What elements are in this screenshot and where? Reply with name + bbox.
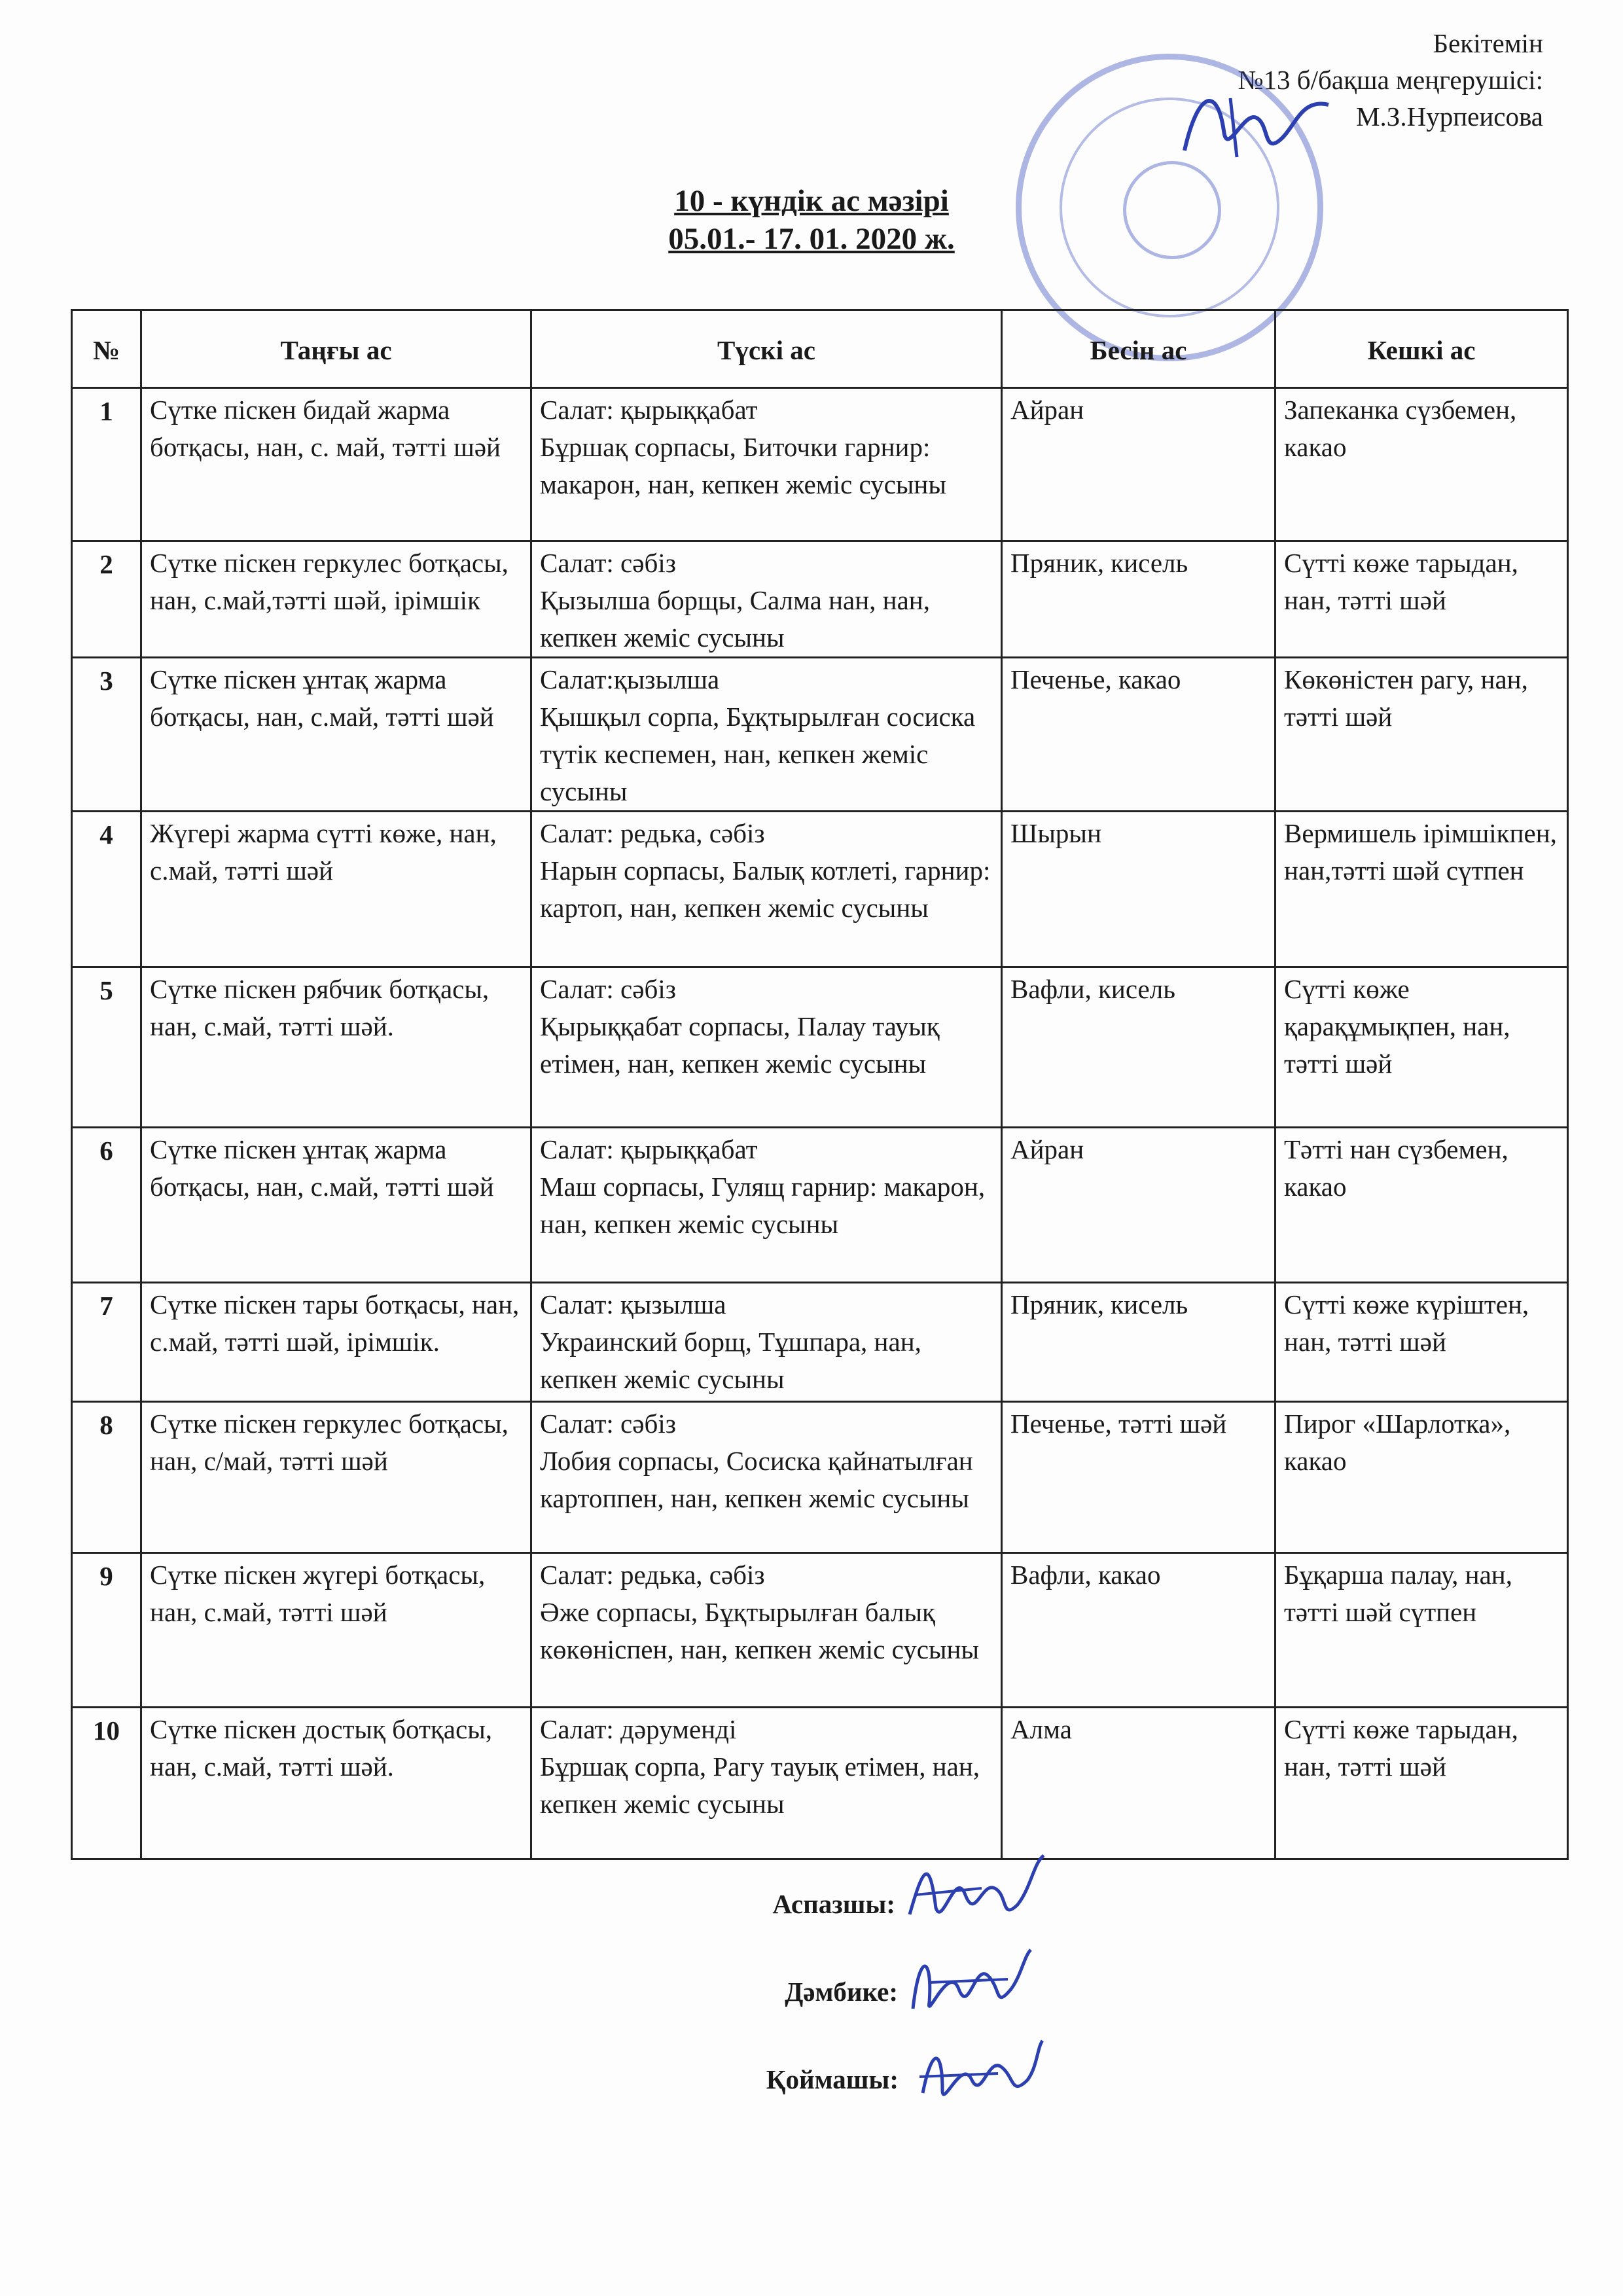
approval-line-2: №13 б/бақша меңгерушісі:	[1238, 65, 1543, 95]
day-number: 9	[72, 1553, 141, 1708]
menu-table	[71, 309, 1569, 1860]
header-snack: Бесін ас	[1002, 310, 1275, 388]
table-header-row	[72, 310, 1568, 388]
cook-signature	[903, 1842, 1047, 1941]
day-number: 3	[72, 658, 141, 812]
breakfast-cell: Сүтке піскен бидай жарма ботқасы, нан, с. май, тәтті шәй	[141, 388, 531, 541]
day-number: 2	[72, 541, 141, 658]
lunch-cell: Салат: редька, сәбіз Әже сорпасы, Бұқтырылған балық көкөніспен, нан, кепкен жеміс сусыны	[531, 1553, 1002, 1708]
header-breakfast: Таңғы ас	[141, 310, 531, 388]
dinner-cell: Көкөністен рагу, нан, тәтті шәй	[1275, 658, 1568, 812]
dinner-cell: Пирог «Шарлотка», какао	[1275, 1402, 1568, 1553]
table-row	[72, 658, 1568, 812]
breakfast-cell: Сүтке піскен жүгері ботқасы, нан, с.май, тәтті шәй	[141, 1553, 531, 1708]
day-number: 8	[72, 1402, 141, 1553]
lunch-cell: Салат: сәбіз Лобия сорпасы, Сосиска қайнатылған картоппен, нан, кепкен жеміс сусыны	[531, 1402, 1002, 1553]
cook-label: Аспазшы:	[772, 1889, 895, 1919]
breakfast-cell: Сүтке піскен геркулес ботқасы, нан, с.май,тәтті шәй, ірімшік	[141, 541, 531, 658]
day-number: 1	[72, 388, 141, 541]
lunch-cell: Салат: сәбіз Қырыққабат сорпасы, Палау тауық етімен, нан, кепкен жеміс сусыны	[531, 967, 1002, 1128]
dinner-cell: Сүтті көже күріштен, нан, тәтті шәй	[1275, 1283, 1568, 1402]
lunch-cell: Салат: сәбіз Қызылша борщы, Салма нан, нан, кепкен жеміс сусыны	[531, 541, 1002, 658]
nurse-signature-row	[726, 1976, 898, 2064]
snack-cell: Вафли, какао	[1002, 1553, 1275, 1708]
header-dinner: Кешкі ас	[1275, 310, 1568, 388]
lunch-cell: Салат: қырыққабат Бұршақ сорпасы, Биточки гарнир: макарон, нан, кепкен жеміс сусыны	[531, 388, 1002, 541]
signatures-block	[726, 1888, 899, 2151]
day-number: 7	[72, 1283, 141, 1402]
nurse-signature	[903, 1930, 1034, 2028]
dinner-cell: Бұқарша палау, нан, тәтті шәй сүтпен	[1275, 1553, 1568, 1708]
snack-cell: Пряник, кисель	[1002, 1283, 1275, 1402]
lunch-cell: Салат: редька, сәбіз Нарын сорпасы, Балық котлеті, гарнир: картоп, нан, кепкен жеміс сусыны	[531, 812, 1002, 967]
day-number: 10	[72, 1708, 141, 1859]
snack-cell: Вафли, кисель	[1002, 967, 1275, 1128]
storekeeper-signature-row	[726, 2064, 899, 2151]
title-line-2: 05.01.- 17. 01. 2020 ж.	[668, 222, 955, 256]
dinner-cell: Сүтті көже тарыдан, нан, тәтті шәй	[1275, 541, 1568, 658]
breakfast-cell: Сүтке піскен рябчик ботқасы, нан, с.май, тәтті шәй.	[141, 967, 531, 1128]
dinner-cell: Сүтті көже тарыдан, нан, тәтті шәй	[1275, 1708, 1568, 1859]
cook-signature-row	[726, 1888, 895, 1976]
approval-line-3: М.З.Нурпеисова	[1356, 101, 1543, 132]
snack-cell: Айран	[1002, 1128, 1275, 1283]
snack-cell: Шырын	[1002, 812, 1275, 967]
breakfast-cell: Сүтке піскен достық ботқасы, нан, с.май, тәтті шәй.	[141, 1708, 531, 1859]
table-row	[72, 812, 1568, 967]
snack-cell: Алма	[1002, 1708, 1275, 1859]
director-signature	[1171, 72, 1342, 177]
header-lunch: Түскі ас	[531, 310, 1002, 388]
lunch-cell: Салат: қырыққабат Маш сорпасы, Гулящ гарнир: макарон, нан, кепкен жеміс сусыны	[531, 1128, 1002, 1283]
table-row	[72, 967, 1568, 1128]
day-number: 4	[72, 812, 141, 967]
table-row	[72, 541, 1568, 658]
dinner-cell: Запеканка сүзбемен, какао	[1275, 388, 1568, 541]
title-line-1: 10 - күндік ас мәзірі	[674, 184, 949, 218]
storekeeper-signature	[913, 2018, 1044, 2116]
snack-cell: Пряник, кисель	[1002, 541, 1275, 658]
table-row	[72, 1553, 1568, 1708]
snack-cell: Печенье, какао	[1002, 658, 1275, 812]
lunch-cell: Салат: дәруменді Бұршақ сорпа, Рагу тауық етімен, нан, кепкен жеміс сусыны	[531, 1708, 1002, 1859]
document-title	[0, 182, 1623, 258]
table-row	[72, 1402, 1568, 1553]
day-number: 6	[72, 1128, 141, 1283]
approval-line-1: Бекітемін	[1433, 28, 1543, 58]
dinner-cell: Вермишель ірімшікпен, нан,тәтті шәй сүтпен	[1275, 812, 1568, 967]
storekeeper-label: Қоймашы:	[766, 2064, 899, 2094]
breakfast-cell: Сүтке піскен тары ботқасы, нан, с.май, тәтті шәй, ірімшік.	[141, 1283, 531, 1402]
table-row	[72, 388, 1568, 541]
snack-cell: Айран	[1002, 388, 1275, 541]
breakfast-cell: Сүтке піскен ұнтақ жарма ботқасы, нан, с.май, тәтті шәй	[141, 658, 531, 812]
lunch-cell: Салат: қызылша Украинский борщ, Тұшпара, нан, кепкен жеміс сусыны	[531, 1283, 1002, 1402]
breakfast-cell: Жүгері жарма сүтті көже, нан, с.май, тәтті шәй	[141, 812, 531, 967]
lunch-cell: Салат:қызылша Қышқыл сорпа, Бұқтырылған сосиска түтік кеспемен, нан, кепкен жеміс сусыны	[531, 658, 1002, 812]
dinner-cell: Сүтті көже қарақұмықпен, нан, тәтті шәй	[1275, 967, 1568, 1128]
breakfast-cell: Сүтке піскен геркулес ботқасы, нан, с/май, тәтті шәй	[141, 1402, 531, 1553]
table-row	[72, 1128, 1568, 1283]
header-number: №	[72, 310, 141, 388]
day-number: 5	[72, 967, 141, 1128]
table-row	[72, 1283, 1568, 1402]
nurse-label: Дәмбике:	[785, 1977, 898, 2007]
breakfast-cell: Сүтке піскен ұнтақ жарма ботқасы, нан, с.май, тәтті шәй	[141, 1128, 531, 1283]
table-row	[72, 1708, 1568, 1859]
dinner-cell: Тәтті нан сүзбемен, какао	[1275, 1128, 1568, 1283]
snack-cell: Печенье, тәтті шәй	[1002, 1402, 1275, 1553]
